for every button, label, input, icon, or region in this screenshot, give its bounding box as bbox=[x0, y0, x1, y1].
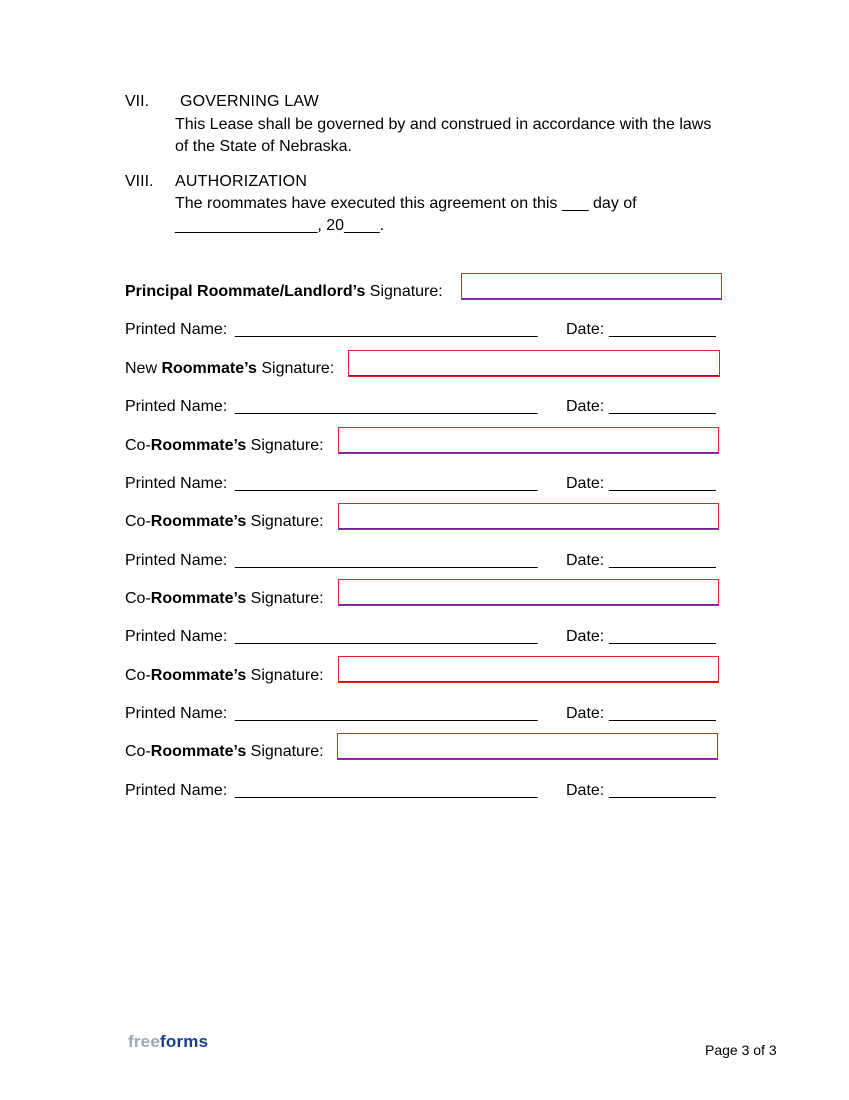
section-8-body-line1: The roommates have executed this agreement on this ___ day of bbox=[175, 195, 637, 212]
date-line[interactable]: ____________ bbox=[609, 552, 716, 569]
date-label: Date: bbox=[566, 398, 605, 415]
printed-name-label: Printed Name: bbox=[125, 475, 228, 492]
date-label: Date: bbox=[566, 705, 605, 722]
printed-name-label: Printed Name: bbox=[125, 398, 228, 415]
new-roommate-signature-label: New Roommate’s Signature: bbox=[125, 360, 335, 377]
section-7-title: GOVERNING LAW bbox=[180, 93, 319, 110]
section-7-body: This Lease shall be governed by and construed in accordance with the laws of the State of Nebraska. bbox=[175, 116, 712, 155]
page-number: Page 3 of 3 bbox=[705, 1042, 777, 1058]
section-8-body-line2: ________________, 20____. bbox=[175, 217, 385, 234]
date-label: Date: bbox=[566, 552, 605, 569]
co-roommate-signature-field[interactable] bbox=[338, 503, 719, 530]
date-line[interactable]: ____________ bbox=[609, 782, 716, 799]
principal-signature-field[interactable] bbox=[461, 273, 722, 300]
co-roommate-signature-field[interactable] bbox=[338, 427, 719, 454]
freeforms-logo: freeforms bbox=[128, 1032, 209, 1051]
printed-name-line[interactable]: __________________________________ bbox=[235, 628, 538, 645]
printed-name-label: Printed Name: bbox=[125, 628, 228, 645]
date-label: Date: bbox=[566, 475, 605, 492]
date-label: Date: bbox=[566, 782, 605, 799]
printed-name-line[interactable]: __________________________________ bbox=[235, 321, 538, 338]
printed-name-label: Printed Name: bbox=[125, 321, 228, 338]
printed-name-line[interactable]: __________________________________ bbox=[235, 398, 538, 415]
date-label: Date: bbox=[566, 321, 605, 338]
co-roommate-signature-label: Co-Roommate’s Signature: bbox=[125, 743, 324, 760]
date-label: Date: bbox=[566, 628, 605, 645]
printed-name-line[interactable]: __________________________________ bbox=[235, 475, 538, 492]
date-line[interactable]: ____________ bbox=[609, 398, 716, 415]
section-8-title: AUTHORIZATION bbox=[175, 173, 308, 190]
co-roommate-signature-label: Co-Roommate’s Signature: bbox=[125, 590, 324, 607]
date-line[interactable]: ____________ bbox=[609, 705, 716, 722]
printed-name-label: Printed Name: bbox=[125, 705, 228, 722]
printed-name-label: Printed Name: bbox=[125, 552, 228, 569]
principal-signature-label: Principal Roommate/Landlord’s Signature: bbox=[125, 283, 443, 300]
co-roommate-signature-label: Co-Roommate’s Signature: bbox=[125, 437, 324, 454]
printed-name-line[interactable]: __________________________________ bbox=[235, 552, 538, 569]
new-roommate-signature-field[interactable] bbox=[348, 350, 720, 377]
co-roommate-signature-label: Co-Roommate’s Signature: bbox=[125, 667, 324, 684]
date-line[interactable]: ____________ bbox=[609, 321, 716, 338]
section-7-number: VII. bbox=[125, 93, 150, 110]
printed-name-label: Printed Name: bbox=[125, 782, 228, 799]
co-roommate-signature-field[interactable] bbox=[338, 579, 719, 606]
co-roommate-signature-field[interactable] bbox=[338, 656, 719, 683]
date-line[interactable]: ____________ bbox=[609, 475, 716, 492]
co-roommate-signature-field[interactable] bbox=[337, 733, 718, 760]
printed-name-line[interactable]: __________________________________ bbox=[235, 705, 538, 722]
printed-name-line[interactable]: __________________________________ bbox=[235, 782, 538, 799]
co-roommate-signature-label: Co-Roommate’s Signature: bbox=[125, 513, 324, 530]
section-8-number: VIII. bbox=[125, 173, 154, 190]
date-line[interactable]: ____________ bbox=[609, 628, 716, 645]
